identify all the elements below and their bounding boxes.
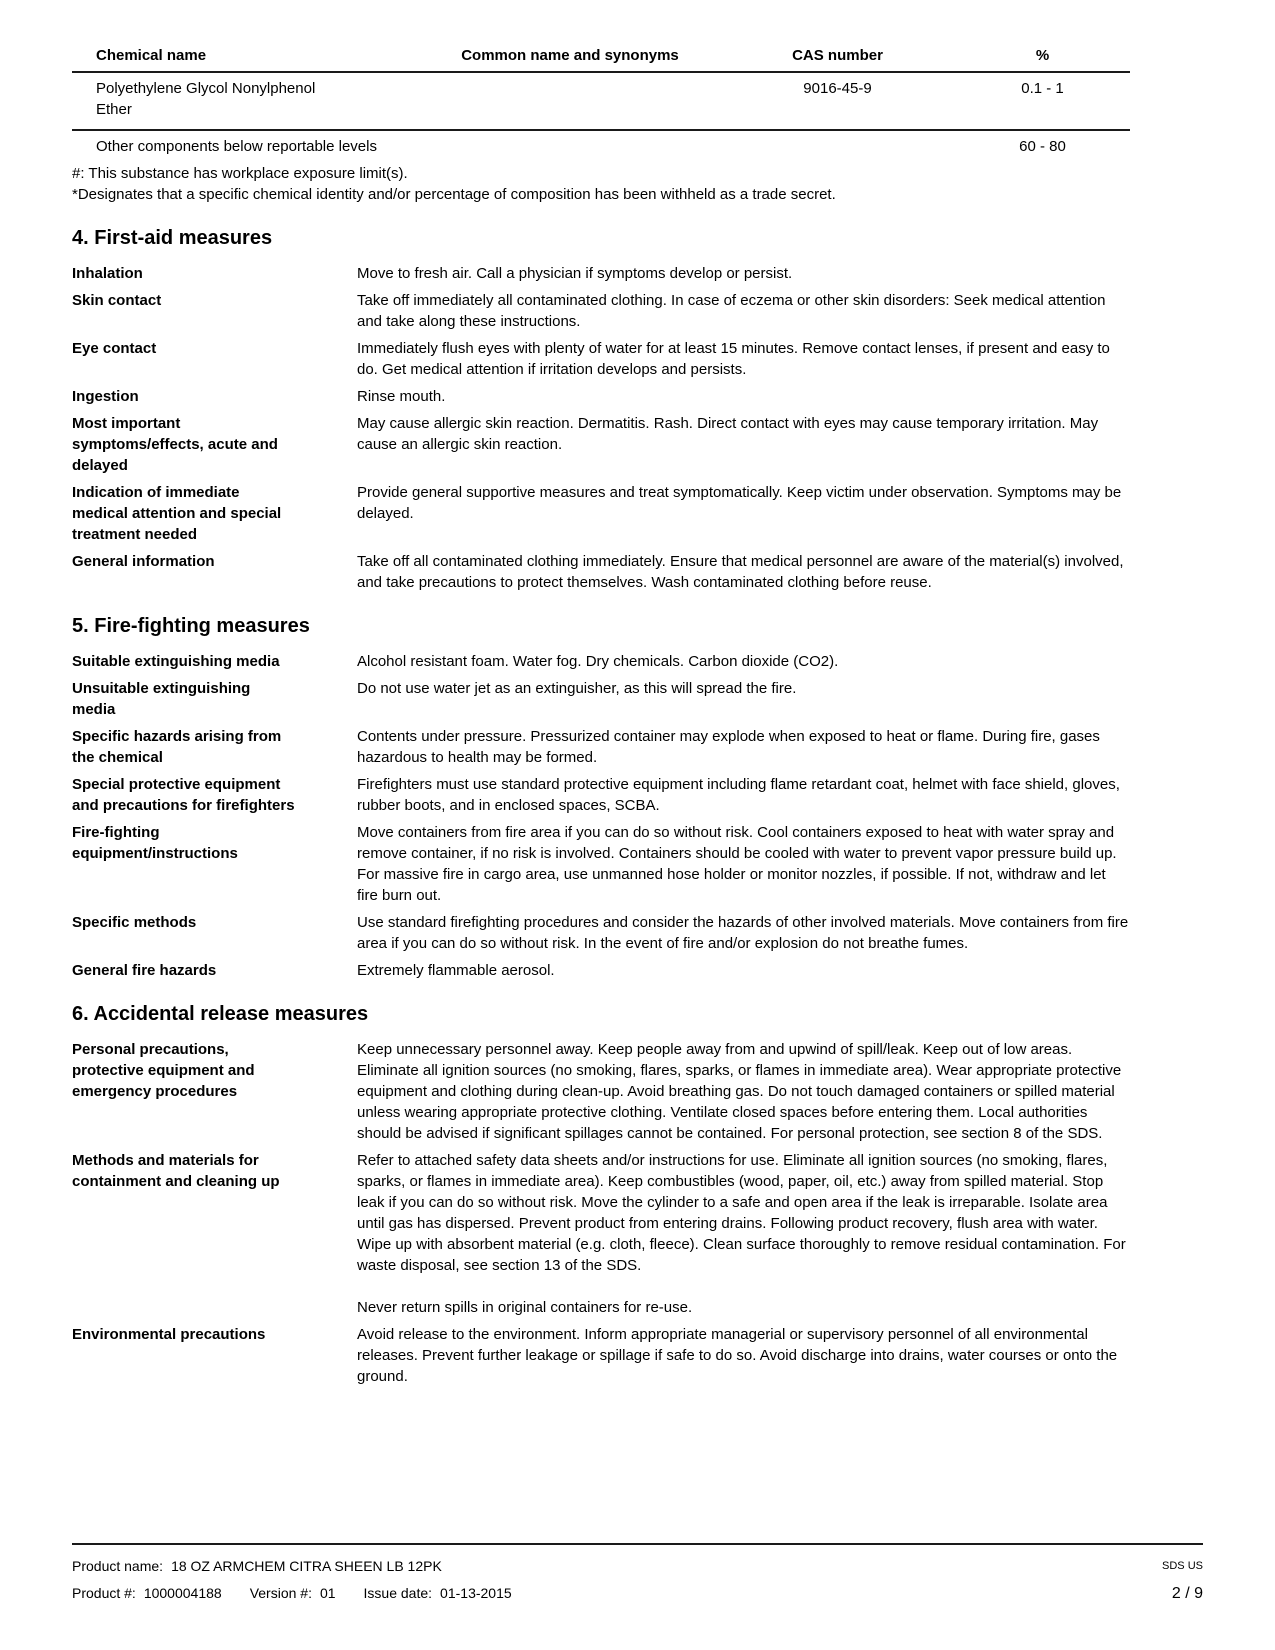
sds-region-label: SDS US: [1162, 1560, 1203, 1572]
footer-product-name-line: [72, 1553, 512, 1580]
cell-cas-number: [720, 130, 955, 157]
row-methods-and-materials: [72, 1150, 1130, 1318]
issue-date-value: 01-13-2015: [440, 1585, 512, 1601]
issue-date-label: Issue date:: [363, 1585, 433, 1601]
row-ingestion: [72, 386, 1130, 407]
field-label: Indication of immediate medical attention and special treatment needed: [72, 484, 282, 543]
field-value: Firefighters must use standard protective equipment including flame retardant coat, helmet with face shield, gloves, rubber boots, and in enclosed spaces, SCBA.: [357, 776, 1120, 814]
row-most-important-symptoms: [72, 413, 1130, 476]
cell-common-name: [420, 130, 720, 157]
field-value: Extremely flammable aerosol.: [357, 962, 555, 979]
row-specific-methods: [72, 912, 1130, 954]
product-name-label: Product name:: [72, 1558, 164, 1574]
column-header-chemical-name: Chemical name: [72, 45, 420, 72]
product-number-value: 1000004188: [143, 1585, 222, 1601]
section-heading-accidental-release: 6. Accidental release measures: [72, 1003, 369, 1025]
field-label: Environmental precautions: [72, 1326, 266, 1343]
field-value: Rinse mouth.: [357, 388, 446, 405]
field-value: Move containers from fire area if you can do so without risk. Cool containers exposed to heat with water spray and remove container, if no risk is involved. Containers should be cooled with water to prevent vapor pressure build up. For massive fire in cargo area, use unmanned hose holder or monitor nozzles, if possible. If not, withdraw and let fire burn out.: [357, 824, 1117, 904]
footer-page-info: [1162, 1553, 1203, 1607]
row-eye-contact: [72, 338, 1130, 380]
composition-header-row: [72, 45, 1130, 72]
row-unsuitable-extinguishing-media: [72, 678, 1130, 720]
footer-product-meta-line: [72, 1580, 512, 1607]
product-number-label: Product #:: [72, 1585, 136, 1601]
field-label: General information: [72, 553, 215, 570]
table-row: [72, 130, 1130, 157]
field-value: Alcohol resistant foam. Water fog. Dry chemicals. Carbon dioxide (CO2).: [357, 653, 839, 670]
field-label: Ingestion: [72, 388, 139, 405]
field-label: General fire hazards: [72, 962, 217, 979]
column-header-cas-number: CAS number: [720, 45, 955, 72]
column-header-percent: %: [955, 45, 1130, 72]
field-value: Avoid release to the environment. Inform appropriate managerial or supervisory personnel of all environmental releases. Prevent further leakage or spillage if safe to do so. Avoid discharge into drains, water courses or onto the ground.: [357, 1326, 1118, 1385]
field-value: Move to fresh air. Call a physician if symptoms develop or persist.: [357, 265, 793, 282]
row-specific-hazards: [72, 726, 1130, 768]
cell-percent: 60 - 80: [1019, 138, 1066, 155]
page-number: 2 / 9: [1171, 1585, 1203, 1602]
cell-percent: 0.1 - 1: [955, 72, 1130, 130]
cell-common-name: [420, 72, 720, 130]
field-label: Skin contact: [72, 292, 162, 309]
field-value: Immediately flush eyes with plenty of water for at least 15 minutes. Remove contact lenses, if present and easy to do. Get medical attention if irritation develops and persists.: [357, 340, 1110, 378]
version-label: Version #:: [249, 1585, 312, 1601]
table-row: [72, 72, 1130, 130]
field-label: Specific hazards arising from the chemical: [72, 728, 282, 766]
field-value: Take off all contaminated clothing immediately. Ensure that medical personnel are aware of the material(s) involved, and take precautions to protect themselves. Wash contaminated clothing before reuse.: [357, 553, 1124, 591]
row-indication-immediate-attention: [72, 482, 1130, 545]
field-value: Use standard firefighting procedures and consider the hazards of other involved materials. Move containers from fire area if you can do so without risk. In the event of fire and/or explosion do not breathe fumes.: [357, 914, 1129, 952]
field-label: Suitable extinguishing media: [72, 653, 280, 670]
row-general-fire-hazards: [72, 960, 1130, 981]
field-label: Eye contact: [72, 340, 157, 357]
table-footnotes: [72, 163, 1130, 205]
cell-chemical-name: Polyethylene Glycol Nonylphenol Ether: [72, 72, 420, 130]
cell-chemical-name: Other components below reportable levels: [96, 138, 377, 155]
row-general-information: [72, 551, 1130, 593]
page-footer: [72, 1543, 1203, 1607]
field-label: Special protective equipment and precautions for firefighters: [72, 776, 295, 814]
field-label: Personal precautions, protective equipment and emergency procedures: [72, 1041, 255, 1100]
field-label: Most important symptoms/effects, acute and delayed: [72, 415, 278, 474]
row-skin-contact: [72, 290, 1130, 332]
field-value: Do not use water jet as an extinguisher, as this will spread the fire.: [357, 680, 797, 697]
row-fire-fighting-equipment: [72, 822, 1130, 906]
row-special-protective-equipment: [72, 774, 1130, 816]
field-label: Unsuitable extinguishing media: [72, 680, 251, 718]
field-label: Methods and materials for containment and cleaning up: [72, 1152, 280, 1190]
row-inhalation: [72, 263, 1130, 284]
version-value: 01: [319, 1585, 336, 1601]
section-heading-fire-fighting: 5. Fire-fighting measures: [72, 615, 310, 637]
composition-table: [72, 45, 1130, 157]
field-value: Provide general supportive measures and treat symptomatically. Keep victim under observation. Symptoms may be delayed.: [357, 484, 1122, 522]
product-name-value: 18 OZ ARMCHEM CITRA SHEEN LB 12PK: [171, 1558, 442, 1574]
field-label: Specific methods: [72, 914, 197, 931]
cell-cas-number: 9016-45-9: [720, 72, 955, 130]
row-personal-precautions: [72, 1039, 1130, 1144]
field-label: Inhalation: [72, 265, 143, 282]
footnote-exposure-limit: #: This substance has workplace exposure limit(s).: [72, 165, 408, 182]
field-value: Contents under pressure. Pressurized container may explode when exposed to heat or flame. During fire, gases hazardous to health may be formed.: [357, 728, 1100, 766]
row-environmental-precautions: [72, 1324, 1130, 1387]
row-suitable-extinguishing-media: [72, 651, 1130, 672]
column-header-common-name: Common name and synonyms: [420, 45, 720, 72]
section-heading-first-aid: 4. First-aid measures: [72, 227, 273, 249]
field-value: Take off immediately all contaminated clothing. In case of eczema or other skin disorders: Seek medical attention and take along these instructions.: [357, 292, 1106, 330]
field-value: Keep unnecessary personnel away. Keep people away from and upwind of spill/leak. Keep out of low areas. Eliminate all ignition sources (no smoking, flares, sparks, or flames in immediate area). Wear appropriate protective equipment and clothing during clean-up. Avoid breathing gas. Do not touch damaged containers or spilled material unless wearing appropriate protective clothing. Ventilate closed spaces before entering them. Local authorities should be advised if significant spillages cannot be contained. For personal protection, see section 8 of the SDS.: [357, 1041, 1122, 1142]
field-value: Refer to attached safety data sheets and/or instructions for use. Eliminate all ignition sources (no smoking, flares, sparks, or flames in immediate area). Keep combustibles (wood, paper, oil, etc.) away from spilled material. Stop leak if you can do so without risk. Move the cylinder to a safe and open area if the leak is irreparable. Isolate area until gas has dispersed. Prevent product from entering drains. Following product recovery, flush area with water. Wipe up with absorbent material (e.g. cloth, fleece). Clean surface thoroughly to remove residual contamination. For waste disposal, see section 13 of the SDS. Never return spills in original containers for re-use.: [357, 1152, 1126, 1316]
footnote-trade-secret: *Designates that a specific chemical identity and/or percentage of composition has been withheld as a trade secret.: [72, 186, 836, 203]
field-value: May cause allergic skin reaction. Dermatitis. Rash. Direct contact with eyes may cause temporary irritation. May cause an allergic skin reaction.: [357, 415, 1099, 453]
field-label: Fire-fighting equipment/instructions: [72, 824, 238, 862]
footer-product-info: [72, 1553, 512, 1607]
